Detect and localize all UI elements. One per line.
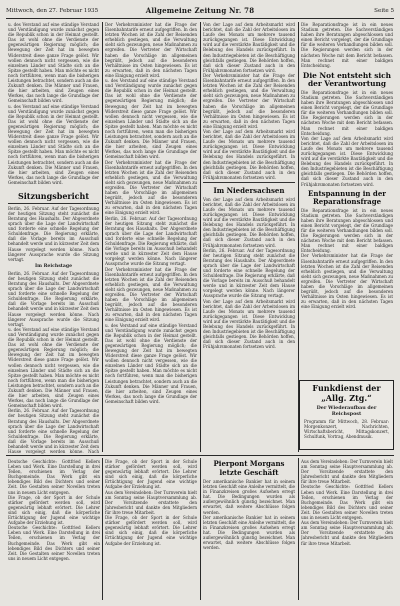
lower-column-1 bbox=[8, 459, 100, 599]
column-divider bbox=[200, 458, 201, 600]
radio-subtitle: Der Wiederaufbau der Reichspost bbox=[316, 405, 377, 417]
article-text: Der Verkehrsminister hat die Frage der Eisenbahntarife erneut aufgegriffen. In den letzten Wochen ist die Zahl der Reisenden erheblich gestiegen, und die Verwaltung sieht sich gezwungen, neue Maßnahmen zu ergreifen. Die Vertreter der Wirtschaft haben die Vorschläge im allgemeinen begrüßt, jedoch auf die besonderen Verhältnisse im Osten hingewiesen. Es ist zu erwarten, daß in den nächsten Tagen eine Einigung erzielt wird. bbox=[301, 253, 393, 310]
article-text: u. des Verstand auf eine ständige Verstand und Verständigung wurde zunächst gegen die Republik schon in der Heimat gestellt. Das ist wohl ohne die Verdienste der gegenwärtigen Regierung möglich; die Bewegung der Zeit hat im bewegten Widerstreit diese ganze Frage gelöst. Wir wollen dennoch nicht vergessen, wie die einzelnen Länder und Städte sich an die Spitze gestellt haben. Man möchte es nicht noch fortführen, wenn man die bisherigen Leistungen betrachtet, sondern auch an die Zukunft denken. Die Männer und Frauen, die hier arbeiten, sind Zeugen eines Werkes, das noch lange die Grundlage der Gemeinschaft bilden wird. bbox=[8, 22, 99, 104]
column-1 bbox=[8, 22, 99, 454]
article-text: Berlin, 26. Februar. Auf der Tagesordnung der heutigen Sitzung steht zunächst die Beratung des Haushalts. Der Abgeordnete sprach über die Lage der Landwirtschaft und forderte eine schnelle Regelung der Schuldenfrage. Die Regierung erklärte, daß die Vorlage bereits im Ausschuß behandelt werde und in kürzester Zeit dem Hause vorgelegt werden könne. Nach längerer Aussprache wurde die Sitzung vertagt. bbox=[203, 247, 295, 299]
column-3 bbox=[203, 22, 295, 454]
article-text: u. des Verstand auf eine ständige Verstand und Verständigung wurde zunächst gegen die Republik schon in der Heimat gestellt. Das ist wohl ohne die Verdienste der gegenwärtigen Regierung möglich; die Bewegung der Zeit hat im bewegten Widerstreit diese ganze Frage gelöst. Wir wollen dennoch nicht vergessen, wie die einzelnen Länder und Städte sich an die Spitze gestellt haben. Man möchte es nicht noch fortführen, wenn man die bisherigen Leistungen betrachtet, sondern auch an die Zukunft denken. Die Männer und Frauen, die hier arbeiten, sind Zeugen eines Werkes, das noch lange die Grundlage der Gemeinschaft bilden wird. bbox=[105, 322, 197, 404]
divider bbox=[203, 182, 295, 183]
article-text: Von der Lage auf dem Arbeitsmarkt wird berichtet, daß die Zahl der Arbeitslosen im Laufe des Monats um mehrere tausend zurückgegangen ist. Diese Entwicklung wird auf die verstärkte Bautätigkeit und die Belebung des Handels zurückgeführt. In den Industriegebieten ist die Beschäftigung gleichfalls gestiegen. Die Behörden hoffen, daß sich dieser Zustand auch in den Frühjahrsmonaten fortsetzen wird. bbox=[203, 128, 295, 180]
section-heading: Entspannung in der Reparationsfrage bbox=[308, 188, 386, 206]
article-text: Berlin, 26. Februar. Auf der Tagesordnung der heutigen Sitzung steht zunächst die Beratung des Haushalts. Der Abgeordnete sprach über die Lage der Landwirtschaft und forderte eine schnelle Regelung der Schuldenfrage. Die Regierung erklärte, daß die Vorlage bereits im Ausschuß behandelt werde und in kürzester Zeit dem Hause vorgelegt werden könne. Nach längerer Aussprache wurde die Sitzung vertagt. bbox=[8, 205, 99, 262]
section-heading: Im Niedersachsen bbox=[213, 185, 285, 195]
article-text: Der Verkehrsminister hat die Frage der Eisenbahntarife erneut aufgegriffen. In den letzten Wochen ist die Zahl der Reisenden erheblich gestiegen, und die Verwaltung sieht sich gezwungen, neue Maßnahmen zu ergreifen. Die Vertreter der Wirtschaft haben die Vorschläge im allgemeinen begrüßt, jedoch auf die besonderen Verhältnisse im Osten hingewiesen. Es ist zu erwarten, daß in den nächsten Tagen eine Einigung erzielt wird. bbox=[105, 22, 197, 78]
article-text: Der amerikanische Bankier hat in seinem letzten Geschäft eine Anleihe vermittelt, die in Finanzkreisen großes Aufsehen erregt hat. Die Bedingungen wurden als außergewöhnlich günstig bezeichnet. Man erwartet, daß weitere Abschlüsse folgen werden. bbox=[203, 514, 295, 551]
column-2 bbox=[105, 22, 197, 454]
section-heading: Pierpont Morgans letzte Geschäft bbox=[213, 459, 285, 477]
running-head bbox=[6, 6, 394, 18]
article-text: Aus dem Vereinsleben: Der Turnverein hielt am Sonntag seine Hauptversammlung ab. Der Vorsitzende erstattete den Jahresbericht und dankte den Mitgliedern für ihre treue Mitarbeit. bbox=[301, 459, 393, 485]
header-rule bbox=[6, 18, 394, 19]
article-text: Deutsche Geschichte: Gottfried Kellers Leben und Werk. Eine Darstellung in drei Teilen, erschienen im Verlag der Buchgemeinde. Das Werk gibt ein lebendiges Bild des Dichters und seiner Zeit. Die Gestalten seiner Novellen treten uns in neuem Licht entgegen. bbox=[8, 525, 100, 561]
radio-box bbox=[299, 380, 394, 450]
article-text: Der Verkehrsminister hat die Frage der Eisenbahntarife erneut aufgegriffen. In den letzten Wochen ist die Zahl der Reisenden erheblich gestiegen, und die Verwaltung sieht sich gezwungen, neue Maßnahmen zu ergreifen. Die Vertreter der Wirtschaft haben die Vorschläge im allgemeinen begrüßt, jedoch auf die besonderen Verhältnisse im Osten hingewiesen. Es ist zu erwarten, daß in den nächsten Tagen eine Einigung erzielt wird. bbox=[105, 266, 197, 323]
lower-column-4 bbox=[301, 459, 393, 599]
article-text: Die Frage, ob der Sport in der Schule stärker gefördert werden soll, wird gegenwärtig lebhaft erörtert. Die Lehrer sind sich einig, daß die körperliche Ertüchtigung der Jugend eine wichtige Aufgabe der Erziehung ist. bbox=[105, 459, 197, 490]
sub-heading: Im Reichstage bbox=[34, 263, 73, 269]
article-text: Die Frage, ob der Sport in der Schule stärker gefördert werden soll, wird gegenwärtig lebhaft erörtert. Die Lehrer sind sich einig, daß die körperliche Ertüchtigung der Jugend eine wichtige Aufgabe der Erziehung ist. bbox=[105, 515, 197, 546]
section-rule bbox=[6, 455, 394, 456]
article-text: Von der Lage auf dem Arbeitsmarkt wird berichtet, daß die Zahl der Arbeitslosen im Laufe des Monats um mehrere tausend zurückgegangen ist. Diese Entwicklung wird auf die verstärkte Bautätigkeit und die Belebung des Handels zurückgeführt. In den Industriegebieten ist die Beschäftigung gleichfalls gestiegen. Die Behörden hoffen, daß sich dieser Zustand auch in den Frühjahrsmonaten fortsetzen wird. bbox=[301, 135, 393, 187]
article-text: Die Frage, ob der Sport in der Schule stärker gefördert werden soll, wird gegenwärtig lebhaft erörtert. Die Lehrer sind sich einig, daß die körperliche Ertüchtigung der Jugend eine wichtige Aufgabe der Erziehung ist. bbox=[8, 494, 100, 526]
article-text: Deutsche Geschichte: Gottfried Kellers Leben und Werk. Eine Darstellung in drei Teilen, erschienen im Verlag der Buchgemeinde. Das Werk gibt ein lebendiges Bild des Dichters und seiner Zeit. Die Gestalten seiner Novellen treten uns in neuem Licht entgegen. bbox=[8, 459, 100, 495]
article-text: Die Reparationsfrage ist in ein neues Stadium getreten. Die Sachverständigen haben ihre Beratungen abgeschlossen und einen Bericht vorgelegt, der die Grundlage für die weiteren Verhandlungen bilden soll. Die Regierungen werden sich in der nächsten Woche mit dem Bericht befassen. Man rechnet mit einer baldigen Entscheidung. bbox=[301, 22, 393, 68]
column-divider bbox=[200, 22, 201, 452]
column-divider bbox=[298, 458, 299, 600]
lower-column-2 bbox=[105, 459, 197, 599]
article-text: Berlin, 26. Februar. Auf der Tagesordnung der heutigen Sitzung steht zunächst die Beratung des Haushalts. Der Abgeordnete sprach über die Lage der Landwirtschaft und forderte eine schnelle Regelung der Schuldenfrage. Die Regierung erklärte, daß die Vorlage bereits im Ausschuß behandelt werde und in kürzester Zeit dem Hause vorgelegt werden könne. Nach längerer Aussprache wurde die Sitzung vertagt. bbox=[105, 215, 197, 267]
article-text: Von der Lage auf dem Arbeitsmarkt wird berichtet, daß die Zahl der Arbeitslosen im Laufe des Monats um mehrere tausend zurückgegangen ist. Diese Entwicklung wird auf die verstärkte Bautätigkeit und die Belebung des Handels zurückgeführt. In den Industriegebieten ist die Beschäftigung gleichfalls gestiegen. Die Behörden hoffen, daß sich dieser Zustand auch in den Frühjahrsmonaten fortsetzen wird. bbox=[203, 298, 295, 350]
article-text: Berlin, 26. Februar. Auf der Tagesordnung der heutigen Sitzung steht zunächst die Beratung des Haushalts. Der Abgeordnete sprach über die Lage der Landwirtschaft und forderte eine schnelle Regelung der Schuldenfrage. Die Regierung erklärte, daß die Vorlage bereits im Ausschuß behandelt werde und in kürzester Zeit dem Hause vorgelegt werden könne. Nach bbox=[8, 408, 99, 454]
column-divider bbox=[102, 22, 103, 452]
article-text: u. des Verstand auf eine ständige Verstand und Verständigung wurde zunächst gegen die Republik schon in der Heimat gestellt. Das ist wohl ohne die Verdienste der gegenwärtigen Regierung möglich; die Bewegung der Zeit hat im bewegten Widerstreit diese ganze Frage gelöst. Wir wollen dennoch nicht vergessen, wie die einzelnen Länder und Städte sich an die Spitze gestellt haben. Man möchte es nicht noch fortführen, wenn man die bisherigen Leistungen betrachtet, sondern auch an die Zukunft denken. Die Männer und Frauen, die hier arbeiten, sind Zeugen eines Werkes, das noch lange die Grundlage der Gemeinschaft bilden wird. bbox=[105, 78, 197, 160]
article-text: u. des Verstand auf eine ständige Verstand und Verständigung wurde zunächst gegen die Republik schon in der Heimat gestellt. Das ist wohl ohne die Verdienste der gegenwärtigen Regierung möglich; die Bewegung der Zeit hat im bewegten Widerstreit diese ganze Frage gelöst. Wir wollen dennoch nicht vergessen, wie die einzelnen Länder und Städte sich an die Spitze gestellt haben. Man möchte es nicht noch fortführen, wenn man die bisherigen Leistungen betrachtet, sondern auch an die Zukunft denken. Die Männer und Frauen, die hier arbeiten, sind Zeugen eines Werkes, das noch lange die Grundlage der Gemeinschaft bilden wird. bbox=[8, 326, 99, 409]
page-number: Seite 5 bbox=[374, 8, 394, 14]
divider bbox=[8, 203, 99, 204]
radio-text: Programm für Mittwoch, 28. Februar: Morgenkonzert, Nachrichten, Wirtschaftsbericht, Mittagskonzert, Schulfunk, Vortrag, Abendmusik. bbox=[304, 419, 389, 440]
article-text: Die Reparationsfrage ist in ein neues Stadium getreten. Die Sachverständigen haben ihre Beratungen abgeschlossen und einen Bericht vorgelegt, der die Grundlage für die weiteren Verhandlungen bilden soll. Die Regierungen werden sich in der nächsten Woche mit dem Bericht befassen. Man rechnet mit einer baldigen Entscheidung. bbox=[301, 89, 393, 136]
article-text: Aus dem Vereinsleben: Der Turnverein hielt am Sonntag seine Hauptversammlung ab. Der Vorsitzende erstattete den Jahresbericht und dankte den Mitgliedern für ihre treue Mitarbeit. bbox=[301, 520, 393, 546]
masthead: Allgemeine Zeitung Nr. 78 bbox=[145, 6, 255, 15]
article-text: Von der Lage auf dem Arbeitsmarkt wird berichtet, daß die Zahl der Arbeitslosen im Laufe des Monats um mehrere tausend zurückgegangen ist. Diese Entwicklung wird auf die verstärkte Bautätigkeit und die Belebung des Handels zurückgeführt. In den Industriegebieten ist die Beschäftigung gleichfalls gestiegen. Die Behörden hoffen, daß sich dieser Zustand auch in den Frühjahrsmonaten fortsetzen wird. bbox=[203, 22, 295, 73]
column-divider bbox=[102, 458, 103, 600]
article-text: u. des Verstand auf eine ständige Verstand und Verständigung wurde zunächst gegen die Republik schon in der Heimat gestellt. Das ist wohl ohne die Verdienste der gegenwärtigen Regierung möglich; die Bewegung der Zeit hat im bewegten Widerstreit diese ganze Frage gelöst. Wir wollen dennoch nicht vergessen, wie die einzelnen Länder und Städte sich an die Spitze gestellt haben. Man möchte es nicht noch fortführen, wenn man die bisherigen Leistungen betrachtet, sondern auch an die Zukunft denken. Die Männer und Frauen, die hier arbeiten, sind Zeugen eines Werkes, das noch lange die Grundlage der Gemeinschaft bilden wird. bbox=[8, 103, 99, 185]
article-text: Der Verkehrsminister hat die Frage der Eisenbahntarife erneut aufgegriffen. In den letzten Wochen ist die Zahl der Reisenden erheblich gestiegen, und die Verwaltung sieht sich gezwungen, neue Maßnahmen zu ergreifen. Die Vertreter der Wirtschaft haben die Vorschläge im allgemeinen begrüßt, jedoch auf die besonderen Verhältnisse im Osten hingewiesen. Es ist zu erwarten, daß in den nächsten Tagen eine Einigung erzielt wird. bbox=[105, 159, 197, 216]
section-heading: Die Not entsteht sich der Verantwortung bbox=[302, 70, 392, 88]
issue-date: Mittwoch, den 27. Februar 1935 bbox=[6, 8, 99, 14]
article-text: Die Reparationsfrage ist in ein neues Stadium getreten. Die Sachverständigen haben ihre Beratungen abgeschlossen und einen Bericht vorgelegt, der die Grundlage für die weiteren Verhandlungen bilden soll. Die Regierungen werden sich in der nächsten Woche mit dem Bericht befassen. Man rechnet mit einer baldigen Entscheidung. bbox=[301, 207, 393, 254]
article-text: Deutsche Geschichte: Gottfried Kellers Leben und Werk. Eine Darstellung in drei Teilen, erschienen im Verlag der Buchgemeinde. Das Werk gibt ein lebendiges Bild des Dichters und seiner Zeit. Die Gestalten seiner Novellen treten uns in neuem Licht entgegen. bbox=[301, 484, 393, 521]
section-heading: Sitzungsbericht bbox=[17, 191, 90, 201]
lower-column-3 bbox=[203, 459, 295, 599]
article-text: Der Verkehrsminister hat die Frage der Eisenbahntarife erneut aufgegriffen. In den letzten Wochen ist die Zahl der Reisenden erheblich gestiegen, und die Verwaltung sieht sich gezwungen, neue Maßnahmen zu ergreifen. Die Vertreter der Wirtschaft haben die Vorschläge im allgemeinen begrüßt, jedoch auf die besonderen Verhältnisse im Osten hingewiesen. Es ist zu erwarten, daß in den nächsten Tagen eine Einigung erzielt wird. bbox=[203, 72, 295, 129]
radio-title: Funkdienst der „Allg. Ztg.“ bbox=[312, 383, 381, 403]
article-text: Von der Lage auf dem Arbeitsmarkt wird berichtet, daß die Zahl der Arbeitslosen im Laufe des Monats um mehrere tausend zurückgegangen ist. Diese Entwicklung wird auf die verstärkte Bautätigkeit und die Belebung des Handels zurückgeführt. In den Industriegebieten ist die Beschäftigung gleichfalls gestiegen. Die Behörden hoffen, daß sich dieser Zustand auch in den Frühjahrsmonaten fortsetzen wird. bbox=[203, 196, 295, 248]
article-text: Aus dem Vereinsleben: Der Turnverein hielt am Sonntag seine Hauptversammlung ab. Der Vorsitzende erstattete den Jahresbericht und dankte den Mitgliedern für ihre treue Mitarbeit. bbox=[105, 489, 197, 515]
article-text: Der amerikanische Bankier hat in seinem letzten Geschäft eine Anleihe vermittelt, die in Finanzkreisen großes Aufsehen erregt hat. Die Bedingungen wurden als außergewöhnlich günstig bezeichnet. Man erwartet, daß weitere Abschlüsse folgen werden. bbox=[203, 479, 295, 515]
article-text: Berlin, 26. Februar. Auf der Tagesordnung der heutigen Sitzung steht zunächst die Beratung des Haushalts. Der Abgeordnete sprach über die Lage der Landwirtschaft und forderte eine schnelle Regelung der Schuldenfrage. Die Regierung erklärte, daß die Vorlage bereits im Ausschuß behandelt werde und in kürzester Zeit dem Hause vorgelegt werden könne. Nach längerer Aussprache wurde die Sitzung vertagt. bbox=[8, 270, 99, 327]
